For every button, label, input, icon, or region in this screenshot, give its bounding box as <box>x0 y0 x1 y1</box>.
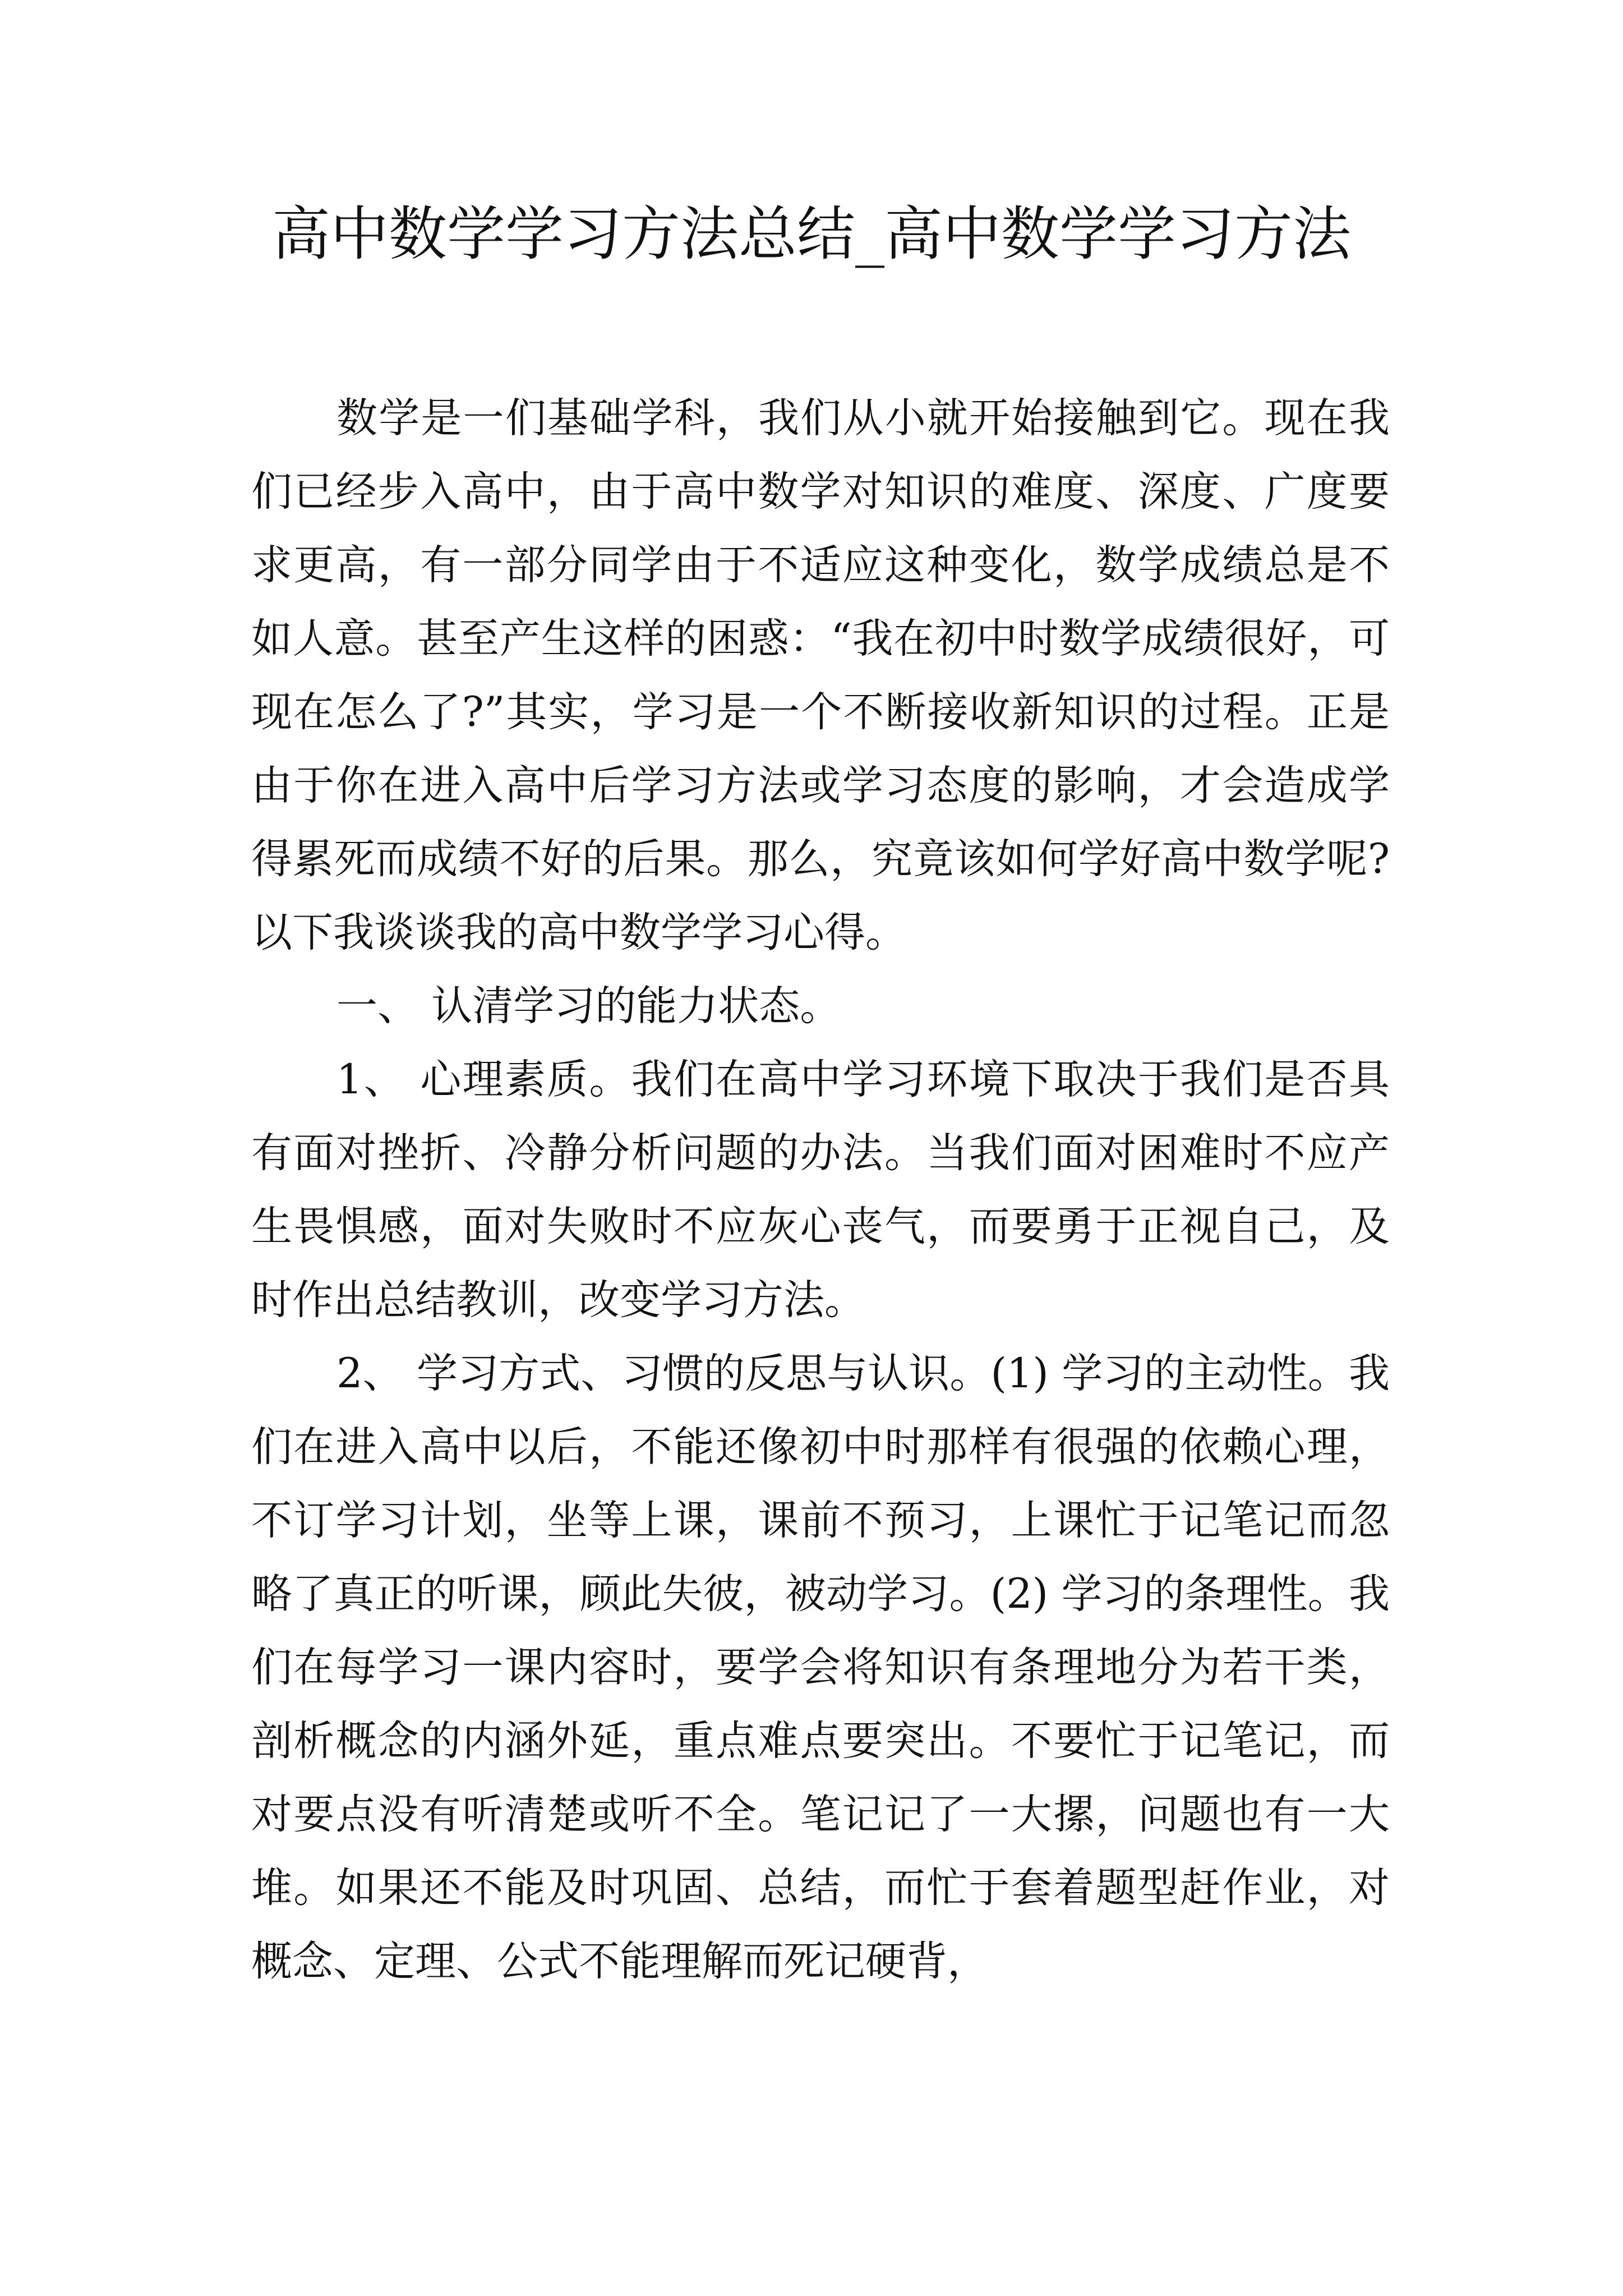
paragraph-point-2: 2、 学习方式、习惯的反思与认识。(1) 学习的主动性。我们在进入高中以后，不能还像初中时那样有很强的依赖心理，不订学习计划，坐等上课，课前不预习，上课忙于记笔记而忽略了真正的听课，顾此失彼，被动学习。(2) 学习的条理性。我们在每学习一课内容时，要学会将知识有条理地分为若干类，剖析概念的内涵外延，重点难点要突出。不要忙于记笔记，而对要点没有听清楚或听不全。笔记记了一大摞，问题也有一大堆。如果还不能及时巩固、总结，而忙于套着题型赶作业，对概念、定理、公式不能理解而死记硬背， <box>251 1350 1390 1985</box>
document-title: 高中数学学习方法总结_高中数学学习方法 <box>271 200 1351 268</box>
paragraph-point-1: 1、 心理素质。我们在高中学习环境下取决于我们是否具有面对挫折、冷静分析问题的办法。当我们面对困难时不应产生畏惧感，面对失败时不应灰心丧气，而要勇于正视自己，及时作出总结教训，改变学习方法。 <box>251 1056 1390 1324</box>
section-heading-one: 一、 认清学习的能力状态。 <box>336 982 841 1030</box>
paragraph-intro: 数学是一们基础学科，我们从小就开始接触到它。现在我们已经步入高中，由于高中数学对知识的难度、深度、广度要求更高，有一部分同学由于不适应这种变化，数学成绩总是不如人意。甚至产生这样的困惑：“我在初中时数学成绩很好，可现在怎么了?”其实，学习是一个不断接收新知识的过程。正是由于你在进入高中后学习方法或学习态度的影响，才会造成学得累死而成绩不好的后果。那么，究竟该如何学好高中数学呢?以下我谈谈我的高中数学学习心得。 <box>251 394 1390 956</box>
document-body <box>251 381 1390 1998</box>
